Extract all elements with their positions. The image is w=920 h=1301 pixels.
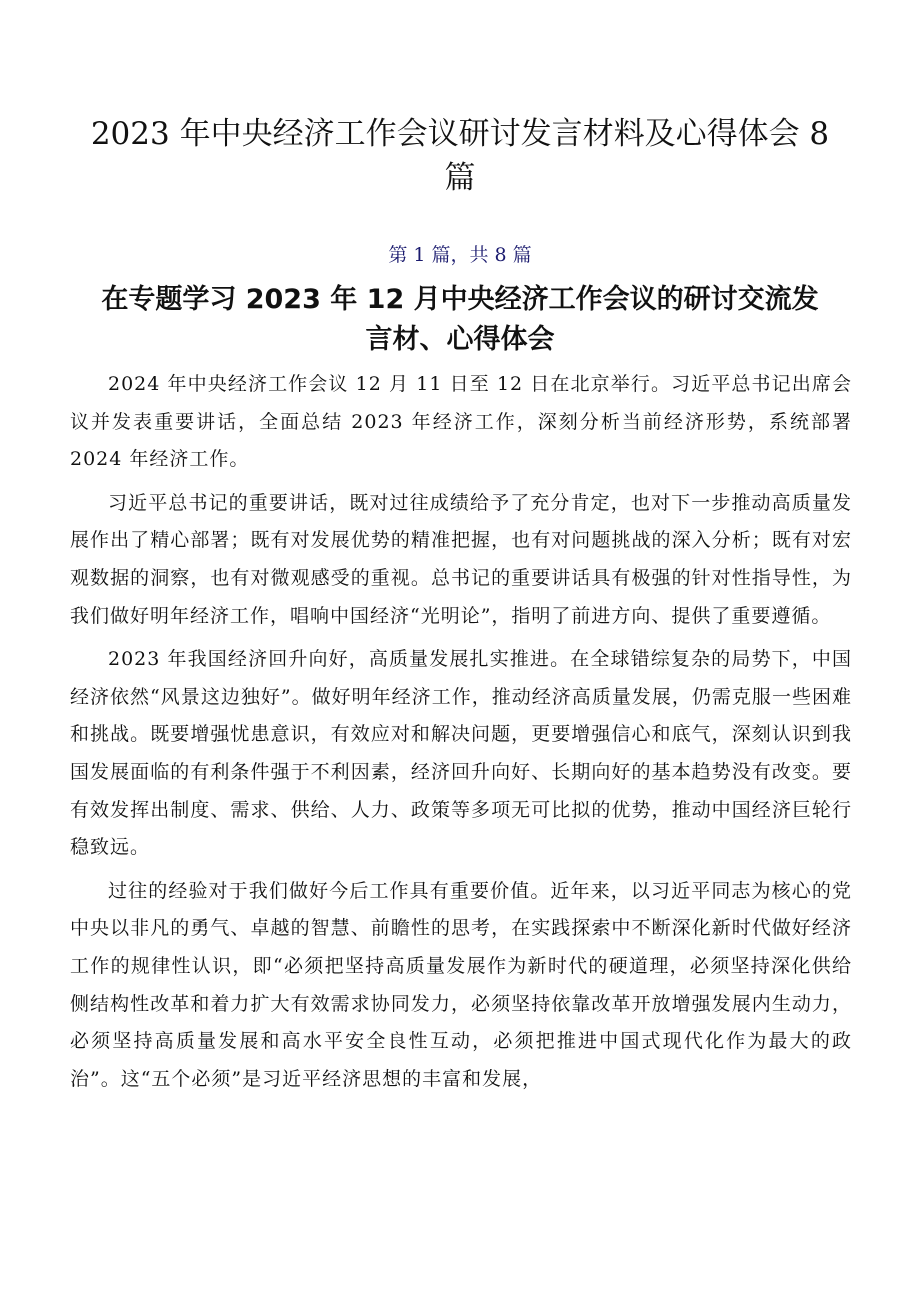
article-title — [0, 280, 920, 360]
article-body — [70, 366, 852, 1102]
article-title-line-1: 在专题学习 2023 年 12 月中央经济工作会议的研讨交流发 — [101, 284, 819, 315]
document-title-line-1: 2023 年中央经济工作会议研讨发言材料及心得体会 8 — [90, 116, 830, 152]
part-label: 第 1 篇，共 8 篇 — [388, 244, 532, 266]
paragraph-2: 习近平总书记的重要讲话，既对过往成绩给予了充分肯定，也对下一步推动高质量发展作出了精心部署；既有对发展优势的精准把握，也有对问题挑战的深入分析；既有对宏观数据的洞察，也有对微观感受的重视。总书记的重要讲话具有极强的针对性指导性，为我们做好明年经济工作，唱响中国经济“光明论”，指明了前进方向、提供了重要遵循。 — [70, 491, 852, 627]
paragraph-1: 2024 年中央经济工作会议 12 月 11 日至 12 日在北京举行。习近平总书记出席会议并发表重要讲话，全面总结 2023 年经济工作，深刻分析当前经济形势，系统部署 2024 年经济工作。 — [70, 373, 852, 471]
document-title — [0, 112, 920, 200]
paragraph-4: 过往的经验对于我们做好今后工作具有重要价值。近年来，以习近平同志为核心的党中央以非凡的勇气、卓越的智慧、前瞻性的思考，在实践探索中不断深化新时代做好经济工作的规律性认识，即“必须把坚持高质量发展作为新时代的硬道理，必须坚持深化供给侧结构性改革和着力扩大有效需求协同发力，必须坚持依靠改革开放增强发展内生动力，必须坚持高质量发展和高水平安全良性互动，必须把推进中国式现代化作为最大的政治”。这“五个必须”是习近平经济思想的丰富和发展， — [70, 879, 852, 1090]
paragraph-3: 2023 年我国经济回升向好，高质量发展扎实推进。在全球错综复杂的局势下，中国经济依然“风景这边独好”。做好明年经济工作，推动经济高质量发展，仍需克服一些困难和挑战。既要增强忧患意识，有效应对和解决问题，更要增强信心和底气，深刻认识到我国发展面临的有利条件强于不利因素，经济回升向好、长期向好的基本趋势没有改变。要有效发挥出制度、需求、供给、人力、政策等多项无可比拟的优势，推动中国经济巨轮行稳致远。 — [70, 648, 852, 859]
article-title-line-2: 言材、心得体会 — [365, 324, 555, 355]
document-title-line-2: 篇 — [444, 160, 476, 196]
